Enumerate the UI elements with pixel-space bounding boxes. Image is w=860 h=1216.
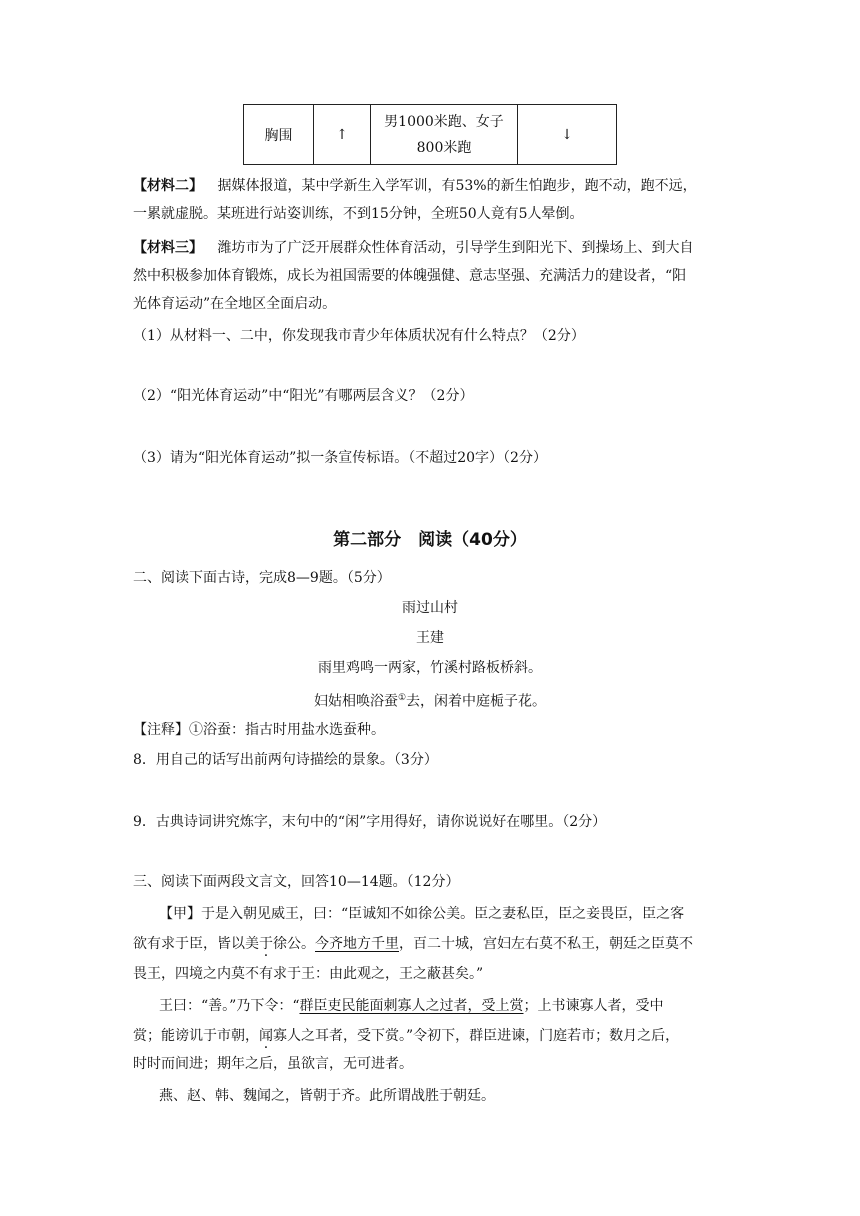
poem-author: 王建 — [416, 630, 444, 646]
material-2-tag: 【材料二】 — [133, 178, 203, 194]
material-3-text: 光体育运动”在全地区全面启动。 — [133, 296, 337, 312]
material-3-text: 潍坊市为了广泛开展群众性体育活动，引导学生到阳光下、到操场上、到大自 — [217, 240, 694, 256]
poem-note: 【注释】①浴蚕：指古时用盐水选蚕种。 — [133, 722, 385, 738]
poem-line — [0, 688, 860, 712]
question-3: （3）请为“阳光体育运动”拟一条宣传标语。（不超过20字）（2分） — [133, 450, 547, 466]
material-3-text: 然中积极参加体育锻炼，成长为祖国需要的体魄强健、意志坚强、充满活力的建设者，“阳 — [133, 268, 687, 284]
section-3-heading: 三、阅读下面两段文言文，回答10—14题。（12分） — [133, 874, 460, 890]
poem-text: 妇姑相唤浴蚕 — [313, 693, 398, 710]
table-cell: ↑ — [314, 105, 371, 165]
part-title: 第二部分 阅读（40分） — [333, 530, 527, 550]
emphasized-char: 于 — [259, 936, 273, 952]
passage-line — [133, 934, 693, 954]
poem-text: 去，闲着中庭栀子花。 — [406, 693, 547, 710]
passage-line: 燕、赵、韩、魏闻之，皆朝于齐。此所谓战胜于朝廷。 — [159, 1088, 495, 1104]
question-9: 9．古典诗词讲究炼字，末句中的“闲”字用得好，请你说说好在哪里。（2分） — [133, 814, 607, 830]
material-2-text: 一累就虚脱。某班进行站姿训练，不到15分钟，全班50人竟有5人晕倒。 — [133, 206, 584, 222]
poem-line: 雨里鸡鸣一两家，竹溪村路板桥斜。 — [318, 660, 542, 676]
passage-text: 王曰：“善。”乃下令：“ — [159, 998, 300, 1014]
passage-text: 徐公。 — [273, 936, 315, 952]
table-cell: 男1000米跑、女子800米跑 — [371, 105, 518, 165]
emphasized-char: 闻 — [259, 1028, 273, 1044]
passage-line: 时时而间进；期年之后，虽欲言，无可进者。 — [133, 1056, 413, 1072]
passage-line — [159, 996, 663, 1016]
underlined-sentence: 今齐地方千里 — [315, 936, 399, 952]
material-2-text: 据媒体报道，某中学新生入学军训，有53%的新生怕跑步，跑不动，跑不远， — [217, 178, 697, 194]
passage-line: 畏王，四境之内莫不有求于王：由此观之，王之蔽甚矣。” — [133, 966, 484, 982]
passage-text: 寡人之耳者，受下赏。”令初下，群臣进谏，门庭若市；数月之后， — [273, 1028, 680, 1044]
question-8: 8．用自己的话写出前两句诗描绘的景象。（3分） — [133, 752, 438, 768]
passage-text: 欲有求于臣，皆以美 — [133, 936, 259, 952]
passage-line: 【甲】于是入朝见威王，曰：“臣诚知不如徐公美。臣之妻私臣，臣之妾畏臣，臣之客 — [159, 906, 685, 922]
poem-title: 雨过山村 — [402, 600, 458, 616]
material-3 — [133, 238, 693, 258]
passage-text: ，百二十城，宫妇左右莫不私王，朝廷之臣莫不 — [399, 936, 693, 952]
material-3-tag: 【材料三】 — [133, 240, 203, 256]
material-2 — [133, 176, 697, 196]
footnote-marker: ① — [397, 693, 407, 703]
table-cell: 胸围 — [244, 105, 314, 165]
passage-text: 赏；能谤讥于市朝， — [133, 1028, 259, 1044]
passage-line — [133, 1026, 679, 1046]
section-2-heading: 二、阅读下面古诗，完成8—9题。（5分） — [133, 570, 391, 586]
passage-text: ；上书谏寡人者，受中 — [523, 998, 664, 1014]
fitness-table — [243, 104, 617, 165]
table-cell: ↓ — [518, 105, 617, 165]
question-2: （2）“阳光体育运动”中“阳光”有哪两层含义？（2分） — [133, 388, 474, 404]
question-1: （1）从材料一、二中，你发现我市青少年体质状况有什么特点？（2分） — [133, 328, 585, 344]
underlined-sentence: 群臣吏民能面刺寡人之过者，受上赏 — [299, 998, 524, 1014]
